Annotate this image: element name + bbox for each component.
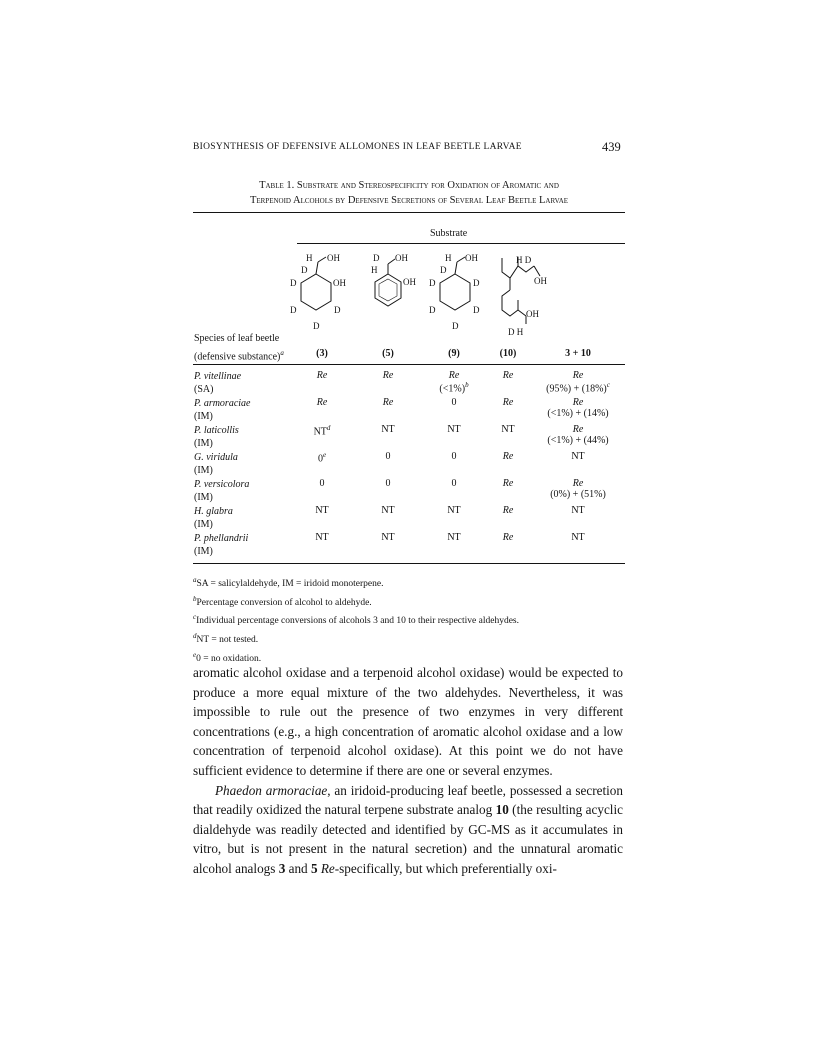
table-cell-c310: NT [571, 451, 585, 462]
table-cell-c310: NT [571, 505, 585, 516]
table-cell-c10: Re [502, 370, 514, 381]
table-header-rule [193, 364, 625, 365]
table-cell-c5: NT [381, 505, 395, 516]
s9-d-left: D [429, 278, 436, 288]
s10-oh2: OH [526, 309, 539, 319]
table-row-species [194, 397, 250, 423]
footnote-b: $^b$Percentage conversion of alcohol to aldehyde. [193, 594, 372, 608]
table-cell-c3: Re [316, 397, 328, 408]
col-header-10: (10) [499, 348, 517, 359]
paragraph-2: Phaedon armoraciae, an iridoid-producing leaf beetle, possessed a secretion that readily oxidized the natural terpene substrate analog 10 (the resulting acyclic dialdehyde was readily detected and identified by GC-MS as it accumulates in vitro, but is not present in the natural secretion) and the unnatural aromatic alcohol analogs 3 and 5 Re-specifically, but which preferentially oxi- [193, 782, 623, 876]
substrate-rule [297, 243, 625, 244]
table-cell-c9: NT [447, 424, 461, 435]
defensive-substance: (SA) [194, 384, 214, 395]
s9-d-top: D [440, 265, 447, 275]
s10-oh: OH [534, 276, 547, 286]
table-cell-c310: Re (<1%) + (44%) [547, 424, 609, 446]
footnote-c: $^c$Individual percentage conversions of alcohols 3 and 10 to their respective aldehydes. [193, 613, 520, 627]
defensive-substance: (IM) [194, 438, 213, 449]
table-row-species [194, 505, 233, 531]
s3-oh2: OH [333, 278, 346, 288]
table-cell-c10: Re [502, 478, 514, 489]
s3-d-bottom: D [313, 321, 320, 331]
species-name: G. viridula [194, 452, 238, 463]
structure-10-image [488, 252, 563, 342]
table-cell-c9: 0 [451, 451, 457, 462]
defensive-substance: (IM) [194, 411, 213, 422]
s5-h: H [371, 265, 378, 275]
table-cell-c9: 0 [451, 478, 457, 489]
table-cell-c3: NT [315, 532, 329, 543]
s3-d-br: D [334, 305, 341, 315]
table-row-species [194, 532, 248, 558]
table-cell-c9: NT [447, 505, 461, 516]
table-cell-c310: Re (0%) + (51%) [550, 478, 606, 500]
defensive-substance: (IM) [194, 546, 213, 557]
table-cell-c5: 0 [385, 478, 391, 489]
s9-d-bl: D [429, 305, 436, 315]
species-header-line2: (defensive substance) [194, 351, 281, 363]
table-cell-c5: 0 [385, 451, 391, 462]
species-column-header [194, 332, 284, 364]
table-cell-c310: Re (<1%) + (14%) [547, 397, 609, 419]
s10-dh: D H [508, 327, 524, 337]
col-header-5: (5) [382, 348, 394, 359]
table-row-species [194, 424, 239, 450]
footnote-d: $^d$NT = not tested. [193, 631, 259, 646]
table-row-species [194, 451, 238, 477]
table-cell-c9: NT [447, 532, 461, 543]
s5-oh2: OH [403, 277, 416, 287]
s9-d-right: D [473, 278, 480, 288]
table-cell-c9: 0 [451, 397, 457, 408]
col-header-3: (3) [316, 348, 328, 359]
species-header-line1: Species of leaf beetle [194, 333, 280, 344]
table-cell-c5: NT [381, 424, 395, 435]
table-cell-c10: NT [501, 424, 515, 435]
table-cell-c10: Re [502, 397, 514, 408]
table-cell-c3: $NT^d$ [313, 424, 331, 438]
table-cell-c9: Re (<1%)$^b$ [439, 370, 469, 395]
s3-oh: OH [327, 253, 340, 263]
s9-d-br: D [473, 305, 480, 315]
defensive-substance: (IM) [194, 519, 213, 530]
species-name: H. glabra [194, 506, 233, 517]
table-cell-c10: Re [502, 532, 514, 543]
caption-line-2: Terpenoid Alcohols by Defensive Secretions of Several Leaf Beetle Larvae [249, 195, 569, 206]
table-cell-c310: Re $(95\%) + (18\%)^c$ [546, 370, 610, 395]
defensive-substance: (IM) [194, 492, 213, 503]
table-cell-c3: 0e [317, 451, 327, 465]
table-footnotes [193, 573, 519, 666]
species-name: P. armoraciae [194, 398, 251, 409]
table-cell-c10: Re [502, 505, 514, 516]
table-cell-c10: Re [502, 451, 514, 462]
species-name: P. laticollis [194, 425, 239, 436]
s3-d-top: D [301, 265, 308, 275]
table-cell-c3: Re [316, 370, 328, 381]
substrate-label: Substrate [430, 228, 468, 239]
structure-3-image [288, 252, 363, 337]
paragraph-1: aromatic alcohol oxidase and a terpenoid alcohol oxidase) would be expected to produce a more equal mixture of the two aldehydes. Nevertheless, it was impossible to rule out the presence of two enzymes in very different concentrations (e.g., a high concentration of aromatic alcohol oxidase and a low concentration of terpenoid alcohol oxidase). At this point we do not have sufficient evidence to determine if there are one or several enzymes. [193, 665, 623, 778]
s3-h: H [306, 253, 313, 263]
table-caption [193, 178, 625, 208]
species-header-sup: a [280, 349, 284, 357]
table-cell-c3: 0 [319, 478, 325, 489]
caption-line-1: Table 1. Substrate and Stereospecificity for Oxidation of Aromatic and [259, 180, 559, 191]
s9-h: H [445, 253, 452, 263]
s3-d-bl: D [290, 305, 297, 315]
footnote-a: $^a$SA = salicylaldehyde, IM = iridoid monoterpene. [193, 576, 384, 590]
table-cell-c310: NT [571, 532, 585, 543]
footnote-e: $^e$0 = no oxidation. [193, 650, 262, 664]
table-row-species [194, 370, 241, 396]
s9-d-bottom: D [452, 321, 459, 331]
col-header-3-10: 3 + 10 [565, 348, 591, 359]
s5-d: D [373, 253, 380, 263]
table-row-species [194, 478, 249, 504]
table-cell-c5: Re [382, 370, 394, 381]
species-name: P. vitellinae [194, 371, 242, 382]
col-header-9: (9) [448, 348, 460, 359]
species-name: P. versicolora [194, 479, 250, 490]
defensive-substance: (IM) [194, 465, 213, 476]
table-cell-c5: NT [381, 532, 395, 543]
table-cell-c5: Re [382, 397, 394, 408]
body-text [193, 663, 623, 879]
s3-d-left: D [290, 278, 297, 288]
page-number: 439 [602, 140, 621, 154]
s5-oh: OH [395, 253, 408, 263]
table-cell-c3: NT [315, 505, 329, 516]
s9-oh: OH [465, 253, 478, 263]
structure-5-image [368, 252, 428, 322]
species-name: P. phellandrii [194, 533, 249, 544]
s10-hd: H D [516, 255, 532, 265]
running-head: BIOSYNTHESIS OF DEFENSIVE ALLOMONES IN LEAF BEETLE LARVAE [193, 142, 522, 152]
table-bottom-rule [193, 563, 625, 564]
table-top-rule [193, 212, 625, 213]
